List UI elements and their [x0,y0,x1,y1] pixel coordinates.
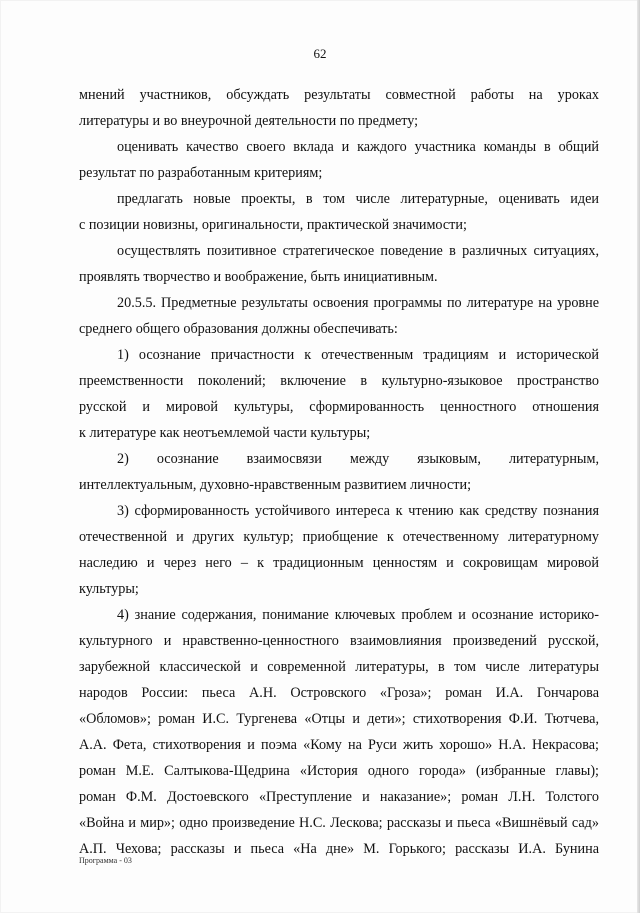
page-number: 62 [313,46,327,61]
text-line: «Война и мир»; одно произведение Н.С. Лескова; рассказы и пьеса «Вишнёвый сад» [79,815,599,831]
text-line: среднего общего образования должны обеспечивать: [79,321,398,337]
text-line: к литературе как неотъемлемой части культуры; [79,425,371,441]
text-line: 20.5.5. Предметные результаты освоения программы по литературе на уровне [117,295,599,311]
text-line: результат по разработанным критериям; [79,165,323,181]
text-line: осуществлять позитивное стратегическое поведение в различных ситуациях, [117,243,599,259]
text-line: отечественной и других культур; приобщение к отечественному литературному [79,529,599,545]
text-line: народов России: пьеса А.Н. Островского «Гроза»; роман И.А. Гончарова [79,685,599,701]
text-line: интеллектуальным, духовно-нравственным развитием личности; [79,477,472,493]
text-line: предлагать новые проекты, в том числе литературные, оценивать идеи [117,191,599,207]
text-line: 4) знание содержания, понимание ключевых проблем и осознание историко- [117,607,599,623]
text-line: литературы и во внеурочной деятельности по предмету; [79,113,419,129]
text-line: 2) осознание взаимосвязи между языковым, литературным, [117,451,599,467]
text-line: 1) осознание причастности к отечественным традициям и исторической [117,347,599,363]
body-text [79,82,599,862]
text-line: 3) сформированность устойчивого интереса к чтению как средству познания [117,503,599,519]
text-line: роман М.Е. Салтыкова-Щедрина «История одного города» (избранные главы); [79,763,599,779]
text-line: русской и мировой культуры, сформированность ценностного отношения [79,399,599,415]
text-line: оценивать качество своего вклада и каждого участника команды в общий [117,139,599,155]
text-line: А.А. Фета, стихотворения и поэма «Кому на Руси жить хорошо» Н.А. Некрасова; [79,737,599,753]
text-line: мнений участников, обсуждать результаты совместной работы на уроках [79,87,599,103]
text-line: А.П. Чехова; рассказы и пьеса «На дне» М. Горького; рассказы И.А. Бунина [79,841,599,857]
text-line: зарубежной классической и современной литературы, в том числе литературы [79,659,599,675]
text-line: культурного и нравственно-ценностного взаимовлияния произведений русской, [79,633,599,649]
text-line: с позиции новизны, оригинальности, практической значимости; [79,217,467,233]
page-footer: Программа - 03 [79,856,132,865]
text-line: культуры; [79,581,139,597]
text-line: преемственности поколений; включение в культурно-языковое пространство [79,373,599,389]
text-line: проявлять творчество и воображение, быть инициативным. [79,269,438,285]
text-line: наследию и через него – к традиционным ценностям и сокровищам мировой [79,555,599,571]
text-line: роман Ф.М. Достоевского «Преступление и наказание»; роман Л.Н. Толстого [79,789,599,805]
text-line: «Обломов»; роман И.С. Тургенева «Отцы и дети»; стихотворения Ф.И. Тютчева, [79,711,599,727]
